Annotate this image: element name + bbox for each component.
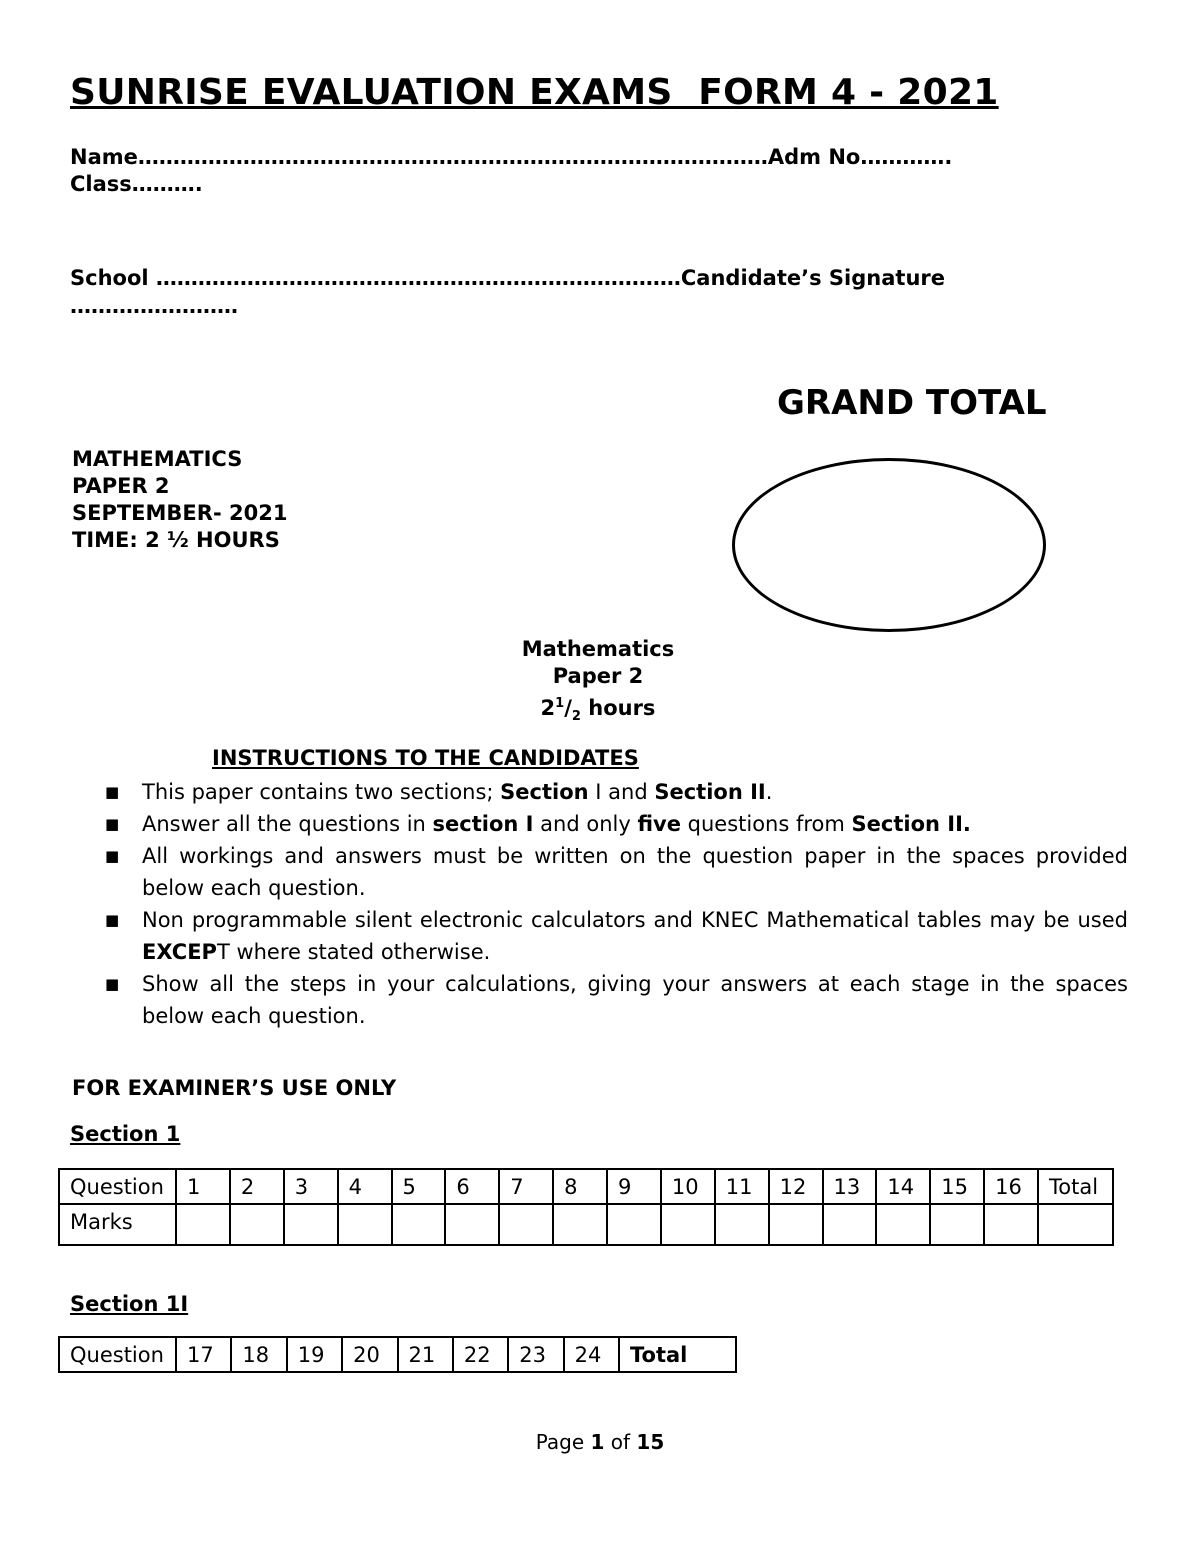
question-number-cell: 21 (398, 1337, 453, 1372)
table-row (59, 1204, 1113, 1245)
question-number-cell: 3 (284, 1169, 338, 1204)
candidate-signature-label: Candidate’s Signature (680, 266, 945, 290)
instruction-text: Non programmable silent electronic calculators and KNEC Mathematical tables may be used (142, 908, 1128, 932)
grand-total-ellipse[interactable] (732, 458, 1046, 632)
page-number: 1 (590, 1430, 605, 1454)
section-1-title: Section 1 (70, 1122, 181, 1146)
question-header-cell: Question (59, 1169, 176, 1204)
square-bullet-icon: ■ (105, 783, 120, 801)
instruction-text: . (765, 780, 773, 804)
question-header-cell: Question (59, 1337, 176, 1372)
question-number-cell: 11 (715, 1169, 769, 1204)
square-bullet-icon: ■ (105, 847, 120, 865)
name-field-dots[interactable]: ……………………………………………………………………………… (137, 145, 768, 169)
duration-numerator: 1 (555, 696, 565, 711)
marks-cell[interactable] (715, 1204, 769, 1245)
instruction-bold: five (637, 812, 681, 836)
marks-cell[interactable] (930, 1204, 984, 1245)
instruction-item (105, 776, 1128, 808)
signature-field-dots[interactable]: …………………… (70, 294, 238, 318)
class-label: Class (70, 172, 132, 196)
paper-label: PAPER 2 (72, 474, 170, 498)
school-signature-line (70, 266, 945, 290)
question-number-cell: 1 (176, 1169, 230, 1204)
time-label: TIME: 2 ½ HOURS (72, 528, 280, 552)
examiner-heading: FOR EXAMINER’S USE ONLY (72, 1076, 397, 1100)
duration-denominator: 2 (571, 709, 581, 725)
instruction-text: questions from (680, 812, 852, 836)
marks-cell[interactable] (499, 1204, 553, 1245)
square-bullet-icon: ■ (105, 815, 120, 833)
question-number-cell: 17 (176, 1337, 231, 1372)
instruction-text: and only (533, 812, 638, 836)
question-number-cell: 10 (661, 1169, 715, 1204)
instruction-bold: section I (432, 812, 534, 836)
marks-cell[interactable] (876, 1204, 930, 1245)
page-footer (0, 1430, 1200, 1454)
instruction-text: Show all the steps in your calculations, giving your answers at each stage in the spaces below each question. (142, 972, 1128, 1028)
question-number-cell: 6 (445, 1169, 499, 1204)
instruction-text: I and (588, 780, 655, 804)
instruction-text: Answer all the questions in (142, 812, 433, 836)
center-duration (400, 690, 796, 730)
question-number-cell: 8 (553, 1169, 607, 1204)
question-number-cell: 20 (342, 1337, 397, 1372)
question-number-cell: 16 (984, 1169, 1038, 1204)
total-header-cell: Total (1038, 1169, 1113, 1204)
question-number-cell: 13 (823, 1169, 877, 1204)
question-number-cell: 19 (287, 1337, 342, 1372)
square-bullet-icon: ■ (105, 911, 120, 929)
section-2-title: Section 1I (70, 1292, 189, 1316)
instruction-bold: EXCEP (142, 940, 217, 964)
marks-header-cell: Marks (59, 1204, 176, 1245)
school-field-dots[interactable]: ………………………………………………………………… (155, 266, 681, 290)
center-subject: Mathematics (521, 637, 675, 661)
total-marks-cell[interactable] (1038, 1204, 1113, 1245)
instruction-bold: Section II (654, 780, 766, 804)
signature-dots-line (70, 294, 238, 318)
instruction-bold: Section II. (851, 812, 971, 836)
adm-no-field-dots[interactable]: …………. (860, 145, 953, 169)
subject-label: MATHEMATICS (72, 447, 243, 471)
question-number-cell: 24 (564, 1337, 619, 1372)
marks-cell[interactable] (553, 1204, 607, 1245)
duration-whole: 2 (540, 696, 556, 720)
instruction-item (105, 968, 1128, 1032)
section-2-marks-table (58, 1336, 737, 1373)
duration-slash: / (564, 696, 572, 720)
instruction-bold: Section (500, 780, 589, 804)
marks-cell[interactable] (284, 1204, 338, 1245)
name-label: Name (70, 145, 138, 169)
marks-cell[interactable] (445, 1204, 499, 1245)
instruction-text: T where stated otherwise. (216, 940, 491, 964)
marks-cell[interactable] (338, 1204, 392, 1245)
school-label: School (70, 266, 156, 290)
instruction-text: All workings and answers must be written on the question paper in the spaces provided below each question. (142, 844, 1128, 900)
total-header-cell: Total (619, 1337, 736, 1372)
marks-cell[interactable] (661, 1204, 715, 1245)
question-number-cell: 23 (508, 1337, 563, 1372)
question-number-cell: 2 (230, 1169, 284, 1204)
adm-no-label: Adm No (767, 145, 861, 169)
instruction-text: This paper contains two sections; (142, 780, 501, 804)
marks-cell[interactable] (230, 1204, 284, 1245)
class-field-dots[interactable]: ………. (131, 172, 203, 196)
center-heading-block (400, 636, 796, 730)
question-number-cell: 5 (392, 1169, 446, 1204)
class-line (70, 172, 203, 196)
marks-cell[interactable] (823, 1204, 877, 1245)
total-pages: 15 (636, 1430, 665, 1454)
paper-info-block (72, 446, 287, 554)
of-word: of (604, 1430, 637, 1454)
question-number-cell: 22 (453, 1337, 508, 1372)
duration-word: hours (580, 696, 656, 720)
page-word: Page (535, 1430, 591, 1454)
instruction-item (105, 840, 1128, 904)
instructions-list (105, 776, 1128, 1032)
marks-cell[interactable] (607, 1204, 661, 1245)
name-adm-line (70, 145, 952, 169)
question-number-cell: 18 (231, 1337, 286, 1372)
question-number-cell: 14 (876, 1169, 930, 1204)
instructions-title: INSTRUCTIONS TO THE CANDIDATES (212, 746, 639, 770)
grand-total-label: GRAND TOTAL (777, 383, 1047, 423)
question-number-cell: 9 (607, 1169, 661, 1204)
exam-title: SUNRISE EVALUATION EXAMS FORM 4 - 2021 (70, 72, 999, 113)
marks-cell[interactable] (392, 1204, 446, 1245)
square-bullet-icon: ■ (105, 975, 120, 993)
section-1-marks-table (58, 1168, 1114, 1246)
table-row (59, 1337, 736, 1372)
question-number-cell: 12 (769, 1169, 823, 1204)
question-number-cell: 4 (338, 1169, 392, 1204)
question-number-cell: 7 (499, 1169, 553, 1204)
center-paper: Paper 2 (552, 664, 644, 688)
instruction-item (105, 808, 1128, 840)
table-row (59, 1169, 1113, 1204)
marks-cell[interactable] (176, 1204, 230, 1245)
instruction-item (105, 904, 1128, 968)
marks-cell[interactable] (769, 1204, 823, 1245)
date-label: SEPTEMBER- 2021 (72, 501, 288, 525)
question-number-cell: 15 (930, 1169, 984, 1204)
marks-cell[interactable] (984, 1204, 1038, 1245)
